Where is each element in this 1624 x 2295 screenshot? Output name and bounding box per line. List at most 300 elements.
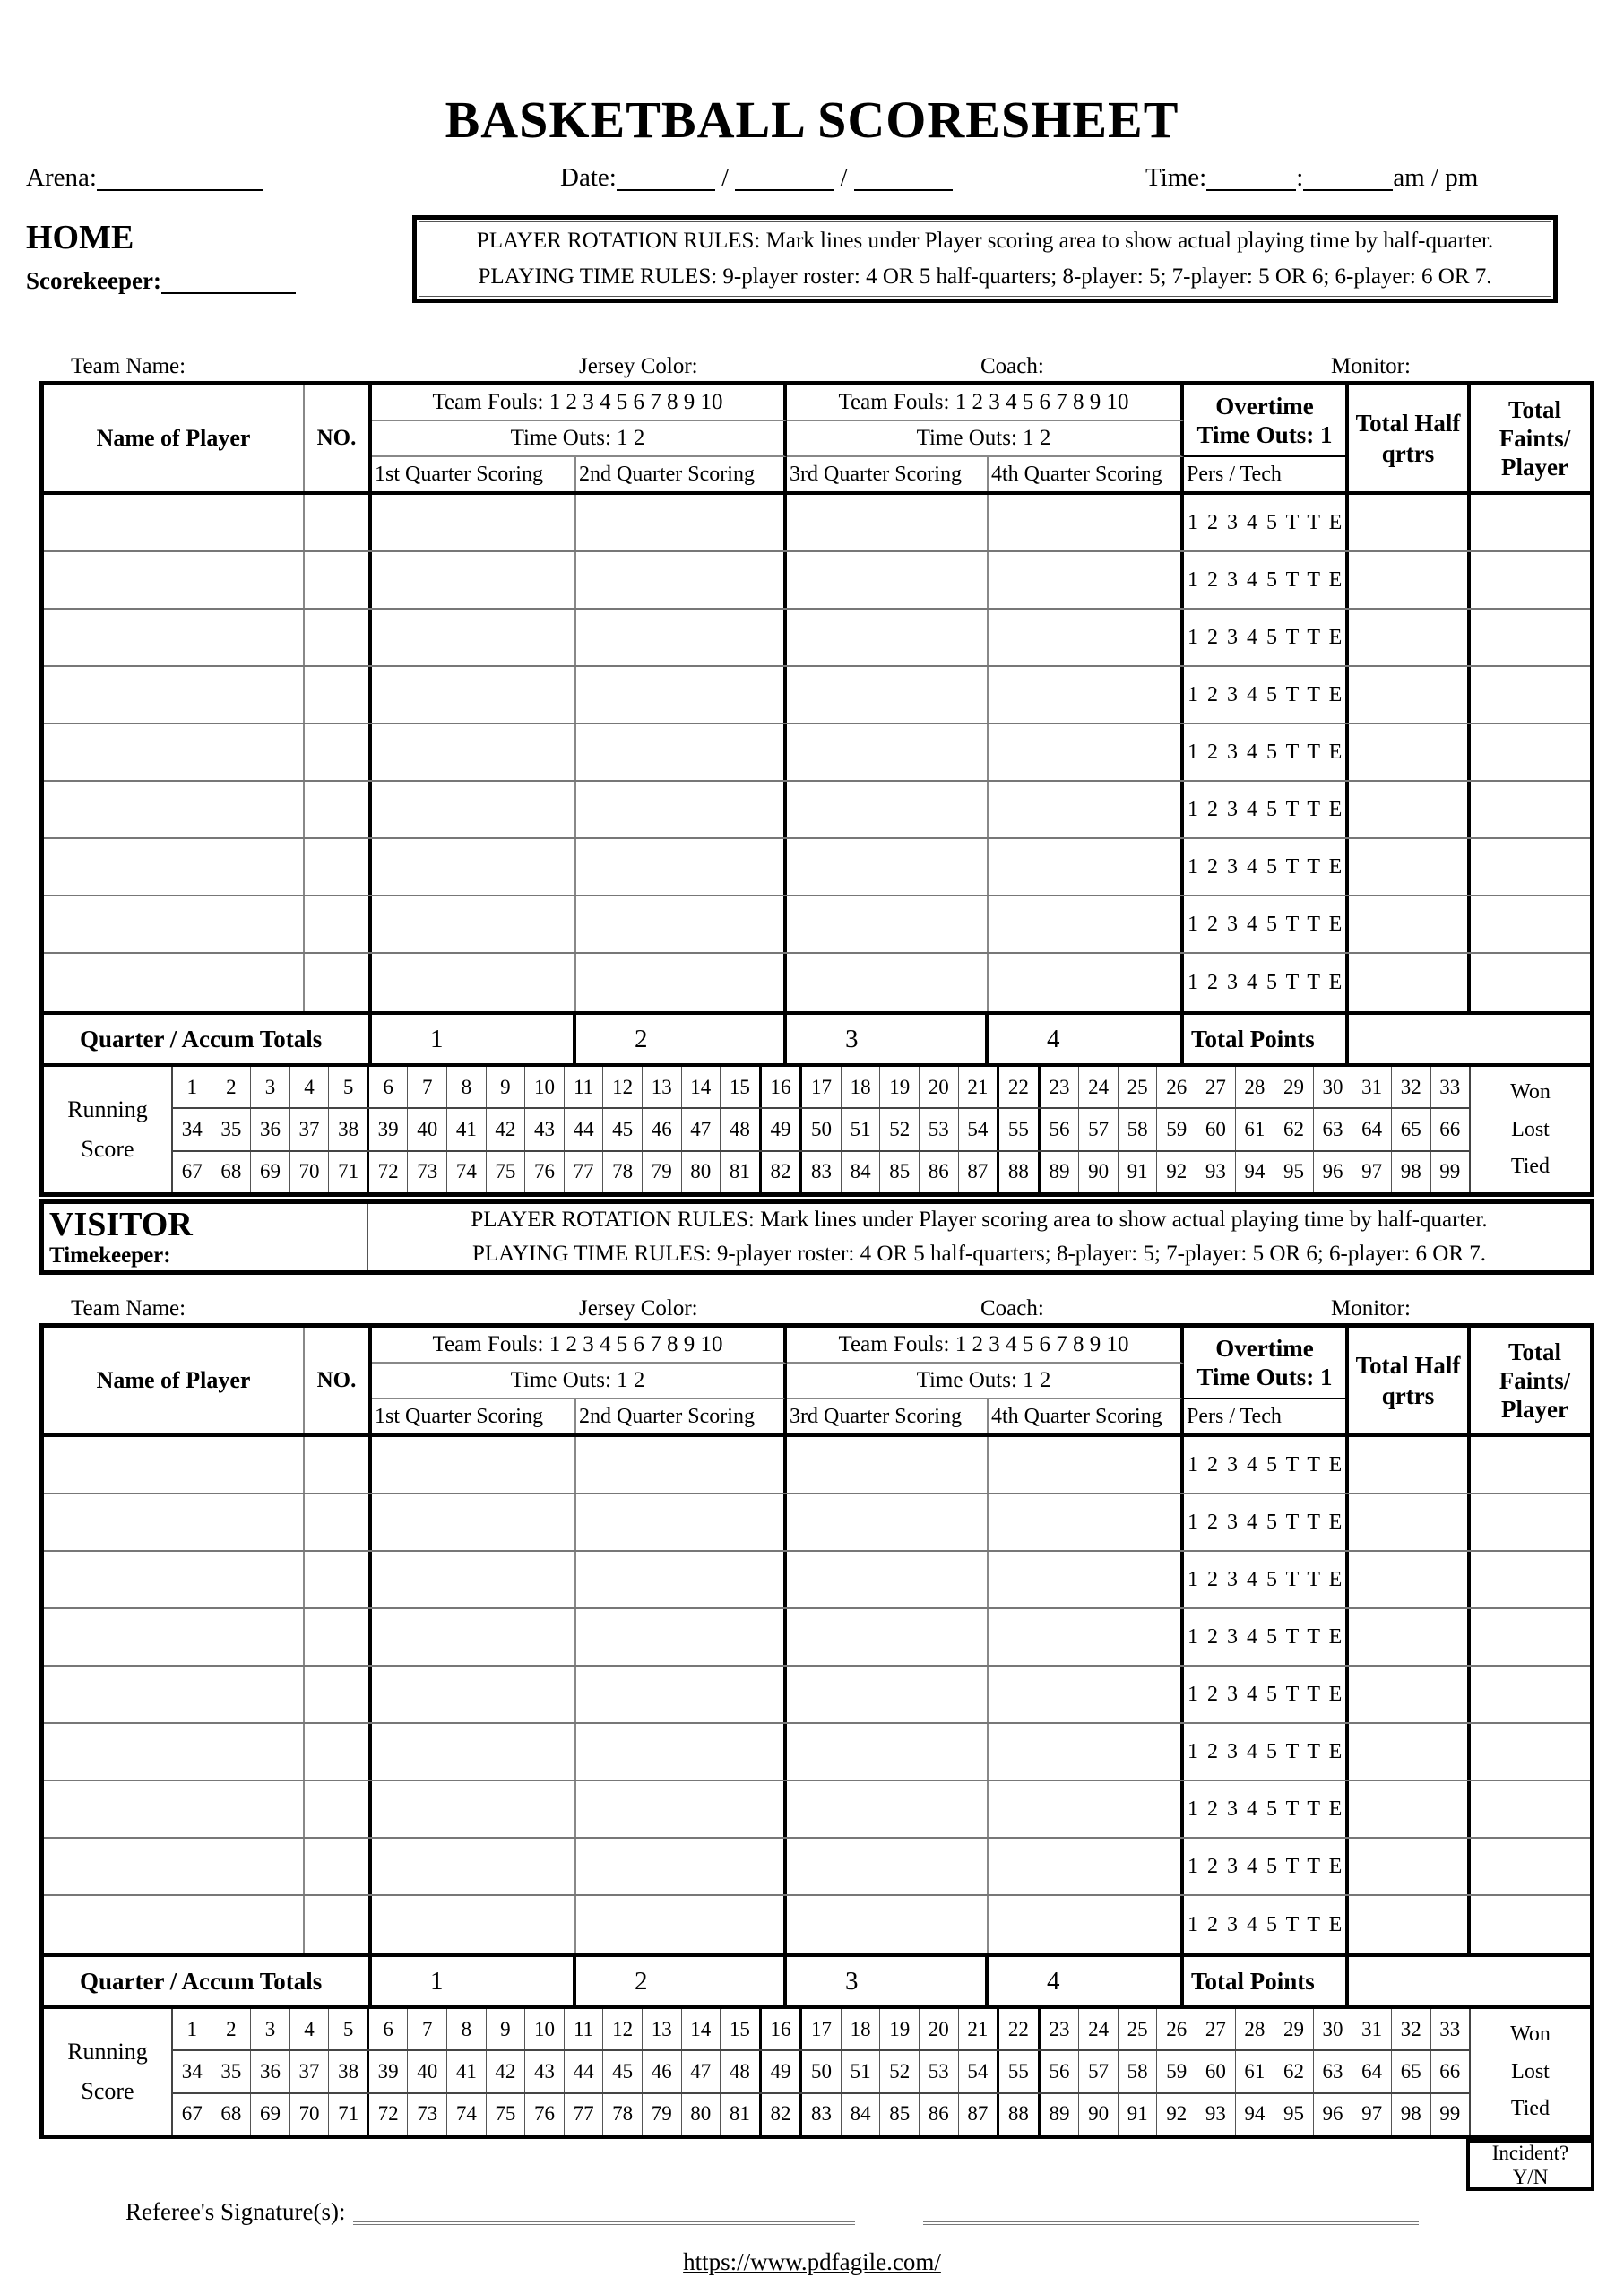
running-score-cell: 75 [487,2094,526,2135]
running-score-cell: 94 [1236,2094,1275,2135]
running-score-cell: 6 [369,2009,409,2049]
running-score-cell: 76 [525,2094,565,2135]
running-score-cell: 93 [1196,2094,1236,2135]
running-score-cell: 22 [999,1067,1041,1107]
running-score-cell: 11 [565,2009,604,2049]
jersey-color-label: Jersey Color: [579,1296,698,1321]
q2-scoring-cell [576,1609,787,1665]
running-score-cell: 32 [1392,1067,1431,1107]
running-score-cell: 7 [408,2009,447,2049]
running-score-cell: 24 [1079,1067,1119,1107]
running-score-cell: 86 [920,1152,959,1192]
q1-scoring-cell [372,552,576,608]
running-score-cell: 51 [842,2051,881,2091]
running-score-cell: 37 [290,2051,330,2091]
total-faints-cell [1471,724,1599,780]
running-score-cell: 17 [802,1067,842,1107]
q3-scoring-cell [787,1896,989,1953]
incident-box [1466,2139,1594,2191]
running-score-cell: 52 [880,1109,920,1149]
date-separator: / [840,163,848,192]
player-name-cell [44,667,305,723]
q3-total-cell: 3 [787,1015,989,1063]
player-row [44,724,1590,782]
personal-technical-fouls-cell: 1 2 3 4 5 T T E [1184,495,1349,550]
q1-total-cell: 1 [372,1015,576,1063]
q3-scoring-cell [787,1667,989,1722]
player-number-cell [305,1552,372,1607]
q3-scoring-cell [787,1437,989,1493]
pers-tech-header: Pers / Tech [1184,457,1349,491]
total-points-label: Total Points [1184,1957,1349,2005]
running-score-cell: 36 [251,1109,290,1149]
q4-scoring-cell [989,1896,1184,1953]
total-half-qrtrs-cell [1349,610,1471,665]
q2-scoring-cell [576,1437,787,1493]
running-score-cell: 46 [643,2051,682,2091]
running-score-cell: 83 [802,1152,842,1192]
name-of-player-header: Name of Player [44,1328,305,1433]
running-score-cell: 12 [603,2009,643,2049]
running-score-cell: 25 [1119,2009,1158,2049]
running-score-cell: 78 [603,2094,643,2135]
scorekeeper-blank [161,267,296,294]
running-score-cell: 80 [682,2094,721,2135]
q2-scoring-cell [576,1667,787,1722]
running-score-cell: 96 [1314,1152,1353,1192]
q4-total-cell: 4 [989,1957,1184,2005]
running-score-cell: 88 [999,2094,1041,2135]
player-number-cell [305,954,372,1011]
total-faints-cell [1471,1781,1599,1837]
running-score-cell: 21 [959,1067,1000,1107]
running-score-cell: 51 [842,1109,881,1149]
running-score-cell: 38 [329,1109,369,1149]
running-score-cell: 78 [603,1152,643,1192]
q3-scoring-header: 3rd Quarter Scoring [787,1399,989,1433]
running-score-cell: 81 [721,1152,762,1192]
q3-scoring-cell [787,954,989,1011]
running-score-cell: 55 [999,2051,1041,2091]
playing-time-rules-text: PLAYING TIME RULES: 9-player roster: 4 OR 5 half-quarters; 8-player: 5; 7-player: 5 OR 6; 6-player: 6 OR 7. [478,264,1492,289]
q4-scoring-cell [989,954,1184,1011]
total-line: Total [1507,1338,1562,1365]
running-score-cell: 75 [487,1152,526,1192]
running-score-cell: 48 [721,1109,762,1149]
player-row [44,1724,1590,1781]
personal-technical-fouls-cell: 1 2 3 4 5 T T E [1184,724,1349,780]
player-number-cell [305,896,372,952]
personal-technical-fouls-cell: 1 2 3 4 5 T T E [1184,1781,1349,1837]
running-score-cell: 30 [1314,1067,1353,1107]
overtime-timeouts-header [1184,1328,1349,1399]
total-half-qrtrs-cell [1349,896,1471,952]
player-rotation-rules-text: PLAYER ROTATION RULES: Mark lines under Player scoring area to show actual playing time by half-quarter. [471,1208,1488,1232]
q3-scoring-cell [787,724,989,780]
q1-scoring-cell [372,1609,576,1665]
timeouts-second-half-header: Time Outs: 1 2 [787,421,1184,457]
team-info-row [39,1297,1594,1323]
running-score-cell: 79 [643,1152,682,1192]
q1-scoring-cell [372,1839,576,1894]
q3-scoring-cell [787,1781,989,1837]
personal-technical-fouls-cell: 1 2 3 4 5 T T E [1184,1839,1349,1894]
player-number-cell [305,1839,372,1894]
q4-scoring-cell [989,782,1184,837]
running-score-cell: 95 [1274,2094,1314,2135]
total-faints-per-player-header [1471,385,1599,491]
q4-scoring-cell [989,1839,1184,1894]
running-score-cell: 99 [1439,1160,1461,1183]
player-row [44,1437,1590,1494]
running-score-cell: 94 [1236,1152,1275,1192]
personal-technical-fouls-cell: 1 2 3 4 5 T T E [1184,1494,1349,1550]
running-score-cell: 45 [603,1109,643,1149]
q4-scoring-cell [989,1609,1184,1665]
running-score-cell: 38 [329,2051,369,2091]
q2-scoring-cell [576,839,787,895]
player-number-cell [305,839,372,895]
player-number-cell [305,667,372,723]
q4-scoring-cell [989,1437,1184,1493]
running-score-cell: 46 [643,1109,682,1149]
running-score-cell: 3 [251,1067,290,1107]
player-row [44,552,1590,610]
player-row [44,782,1590,839]
jersey-color-label: Jersey Color: [579,354,698,378]
q4-scoring-cell [989,610,1184,665]
running-score-cell: 40 [408,2051,447,2091]
running-score-cell: 17 [802,2009,842,2049]
time-field [1145,163,1478,193]
q1-scoring-cell [372,610,576,665]
q1-scoring-header: 1st Quarter Scoring [372,1399,576,1433]
personal-technical-fouls-cell: 1 2 3 4 5 T T E [1184,1667,1349,1722]
q4-scoring-cell [989,896,1184,952]
player-row [44,896,1590,954]
running-score-cell: 47 [682,1109,721,1149]
score-table [39,381,1594,1197]
running-score-cell: 21 [959,2009,1000,2049]
running-score-cell: 91 [1119,2094,1158,2135]
arena-blank [97,164,263,191]
scorekeeper-label: Scorekeeper: [26,267,161,294]
running-score-grid [171,2009,1471,2135]
q2-scoring-cell [576,1896,787,1953]
running-score-cell: 97 [1352,1152,1392,1192]
team-info-row [39,355,1594,381]
lost-label: Lost [1511,2059,1550,2083]
date-year-blank [854,164,953,191]
date-label: Date: [560,163,617,192]
running-score-cell: 77 [565,2094,604,2135]
player-row [44,1552,1590,1609]
running-score-label [44,2009,171,2135]
player-name-cell [44,1896,305,1953]
player-row [44,1494,1590,1552]
player-name-cell [44,1667,305,1722]
running-score-cell: 20 [920,1067,959,1107]
running-score-cell: 83 [802,2094,842,2135]
running-score-cell: 90 [1079,2094,1119,2135]
running-score-cell: 98 [1392,2094,1431,2135]
personal-technical-fouls-cell: 1 2 3 4 5 T T E [1184,610,1349,665]
player-number-cell [305,1609,372,1665]
q3-scoring-header: 3rd Quarter Scoring [787,457,989,491]
total-faints-cell [1471,839,1599,895]
running-score-cell: 63 [1314,1109,1353,1149]
game-result-cell [1471,2009,1590,2135]
running-score-cell: 56 [1041,2051,1080,2091]
running-score-cell: 82 [762,1152,803,1192]
incident-yn-label: Y/N [1512,2166,1549,2188]
running-line: Running [67,2039,148,2065]
running-score-cell: 45 [603,2051,643,2091]
player-row [44,1781,1590,1839]
running-score-cell: 28 [1236,2009,1275,2049]
q1-scoring-cell [372,1667,576,1722]
running-score-cell: 40 [408,1109,447,1149]
running-score-cell: 26 [1157,1067,1196,1107]
running-score-cell: 49 [762,1109,803,1149]
pers-tech-header: Pers / Tech [1184,1399,1349,1433]
quarter-accum-totals-row [44,1953,1590,2005]
pdfagile-link[interactable]: https://www.pdfagile.com/ [683,2248,941,2275]
faints-line: Faints/ [1499,425,1571,452]
player-row [44,1667,1590,1724]
running-score-cell: 15 [721,2009,762,2049]
running-score-cell: 49 [762,2051,803,2091]
running-score-cell: 81 [721,2094,762,2135]
running-score-cell: 50 [802,1109,842,1149]
running-score-row [173,1067,1469,1107]
running-score-cell: 43 [525,1109,565,1149]
player-number-header: NO. [305,385,372,491]
running-score-cell: 58 [1119,2051,1158,2091]
q3-scoring-cell [787,896,989,952]
running-score-cell: 27 [1196,1067,1236,1107]
running-score-cell: 3 [251,2009,290,2049]
q1-scoring-cell [372,1437,576,1493]
q2-scoring-cell [576,1839,787,1894]
total-faints-cell [1471,782,1599,837]
running-score-cell: 52 [880,2051,920,2091]
q1-scoring-cell [372,495,576,550]
visitor-team-heading: VISITOR [49,1206,193,1243]
running-score-block [44,1063,1590,1192]
player-row [44,839,1590,896]
running-score-cell: 70 [290,1152,330,1192]
running-score-row [173,2009,1469,2049]
running-score-cell: 29 [1274,2009,1314,2049]
player-row [44,495,1590,552]
total-faints-cell [1471,954,1599,1011]
home-team-heading: HOME [26,219,134,256]
running-score-row [173,1107,1469,1149]
time-separator: : [1296,163,1304,192]
arena-label: Arena: [26,163,97,192]
player-number-cell [305,1437,372,1493]
personal-technical-fouls-cell: 1 2 3 4 5 T T E [1184,1609,1349,1665]
running-score-cell: 96 [1314,2094,1353,2135]
player-number-cell [305,1896,372,1953]
player-name-cell [44,954,305,1011]
overtime-line: Overtime [1215,1335,1314,1362]
running-score-cell: 61 [1236,1109,1275,1149]
running-score-cell: 85 [880,1152,920,1192]
q1-scoring-cell [372,1552,576,1607]
total-half-qrtrs-cell [1349,782,1471,837]
tied-label: Tied [1510,1155,1551,1179]
running-score-cell: 4 [290,1067,330,1107]
score-line: Score [81,1136,134,1162]
q3-scoring-cell [787,1552,989,1607]
player-number-cell [305,1724,372,1780]
running-score-cell: 92 [1157,2094,1196,2135]
running-score-cell: 89 [1041,1152,1080,1192]
q3-scoring-cell [787,839,989,895]
running-score-cell: 34 [173,1109,212,1149]
running-score-cell: 54 [959,1109,1000,1149]
running-score-cell: 67 [173,1152,212,1192]
total-half-qrtrs-cell [1349,1839,1471,1894]
running-score-cell: 70 [290,2094,330,2135]
running-score-cell: 88 [999,1152,1041,1192]
date-month-blank [617,164,715,191]
running-score-cell: 22 [999,2009,1041,2049]
personal-technical-fouls-cell: 1 2 3 4 5 T T E [1184,1437,1349,1493]
q3-scoring-cell [787,1839,989,1894]
running-score-row [173,1150,1469,1192]
running-score-cell: 64 [1352,2051,1392,2091]
total-faints-cell [1471,552,1599,608]
q2-scoring-cell [576,954,787,1011]
q4-scoring-cell [989,667,1184,723]
personal-technical-fouls-cell: 1 2 3 4 5 T T E [1184,839,1349,895]
player-name-cell [44,495,305,550]
total-half-qrtrs-cell [1349,1667,1471,1722]
running-score-cell: 32 [1392,2009,1431,2049]
running-score-cell: 62 [1274,1109,1314,1149]
time-hour-blank [1206,164,1296,191]
running-score-cell: 67 [173,2094,212,2135]
overtime-timeouts-header [1184,385,1349,457]
total-faints-cell [1471,1839,1599,1894]
running-score-cell: 73 [408,2094,447,2135]
visitor-banner-left [44,1204,368,1270]
total-half-qrtrs-cell [1349,1609,1471,1665]
game-result-cell [1471,1067,1590,1192]
running-score-cell: 44 [565,1109,604,1149]
total-half-qrtrs-cell [1349,1437,1471,1493]
running-score-cell: 36 [251,2051,290,2091]
total-line: Total [1507,396,1562,423]
visitor-banner [39,1199,1594,1275]
scorekeeper-field [26,267,296,295]
visitor-team-section [39,1297,1594,2139]
player-row [44,1896,1590,1953]
running-score-cell: 85 [880,2094,920,2135]
running-score-cell: 60 [1196,1109,1236,1149]
running-score-cell: 2 [212,1067,252,1107]
q3-scoring-cell [787,1494,989,1550]
running-score-cell: 58 [1119,1109,1158,1149]
player-name-cell [44,782,305,837]
personal-technical-fouls-cell: 1 2 3 4 5 T T E [1184,552,1349,608]
q4-scoring-cell [989,1781,1184,1837]
running-score-cell: 7 [408,1067,447,1107]
team-fouls-second-half-header: Team Fouls: 1 2 3 4 5 6 7 8 9 10 [787,1328,1184,1364]
running-score-cell: 39 [369,2051,409,2091]
running-score-cell: 33 [1439,1075,1461,1098]
running-score-cell: 72 [369,1152,409,1192]
q2-scoring-cell [576,782,787,837]
q4-scoring-header: 4th Quarter Scoring [989,1399,1184,1433]
running-score-cell: 55 [999,1109,1041,1149]
q3-total-cell: 3 [787,1957,989,2005]
timekeeper-label: Timekeeper: [49,1243,171,1268]
total-faints-per-player-header [1471,1328,1599,1433]
won-label: Won [1510,2022,1551,2046]
player-name-cell [44,1609,305,1665]
running-score-row [173,2049,1469,2091]
time-minute-blank [1303,164,1393,191]
lost-label: Lost [1511,1117,1550,1141]
q1-total-cell: 1 [372,1957,576,2005]
running-score-cell: 54 [959,2051,1000,2091]
running-score-cell: 74 [447,2094,487,2135]
q3-scoring-cell [787,1609,989,1665]
team-fouls-second-half-header: Team Fouls: 1 2 3 4 5 6 7 8 9 10 [787,385,1184,421]
running-score-cell: 47 [682,2051,721,2091]
running-score-cell: 41 [447,2051,487,2091]
team-name-label: Team Name: [71,1296,186,1321]
running-score-cell: 59 [1157,2051,1196,2091]
total-half-qrtrs-cell [1349,954,1471,1011]
running-score-cell: 14 [682,2009,721,2049]
referee-signature-blank-1 [353,2198,855,2225]
total-faints-cell [1471,1609,1599,1665]
running-score-cell: 39 [369,1109,409,1149]
running-score-cell: 25 [1119,1067,1158,1107]
running-score-cell: 31 [1352,1067,1392,1107]
incident-label: Incident? [1491,2142,1569,2164]
player-row [44,667,1590,724]
player-number-cell [305,782,372,837]
running-score-cell: 30 [1314,2009,1353,2049]
q1-scoring-header: 1st Quarter Scoring [372,457,576,491]
running-score-cell: 95 [1274,1152,1314,1192]
q1-scoring-cell [372,1781,576,1837]
overtime-timeouts-line: Time Outs: 1 [1196,1364,1333,1390]
running-score-cell: 31 [1352,2009,1392,2049]
quarter-accum-totals-row [44,1011,1590,1063]
running-score-cell: 18 [842,1067,881,1107]
personal-technical-fouls-cell: 1 2 3 4 5 T T E [1184,896,1349,952]
running-score-cell: 65 [1392,1109,1431,1149]
q4-scoring-cell [989,724,1184,780]
total-half-qrtrs-cell [1349,667,1471,723]
total-half-qrtrs-cell [1349,1724,1471,1780]
total-points-label: Total Points [1184,1015,1349,1063]
player-number-cell [305,610,372,665]
running-score-cell: 53 [920,2051,959,2091]
running-score-cell: 8 [447,1067,487,1107]
running-score-cell: 42 [487,2051,526,2091]
running-score-cell: 43 [525,2051,565,2091]
player-rotation-rules-text: PLAYER ROTATION RULES: Mark lines under Player scoring area to show actual playing time by half-quarter. [476,229,1494,253]
running-score-cell: 65 [1392,2051,1431,2091]
